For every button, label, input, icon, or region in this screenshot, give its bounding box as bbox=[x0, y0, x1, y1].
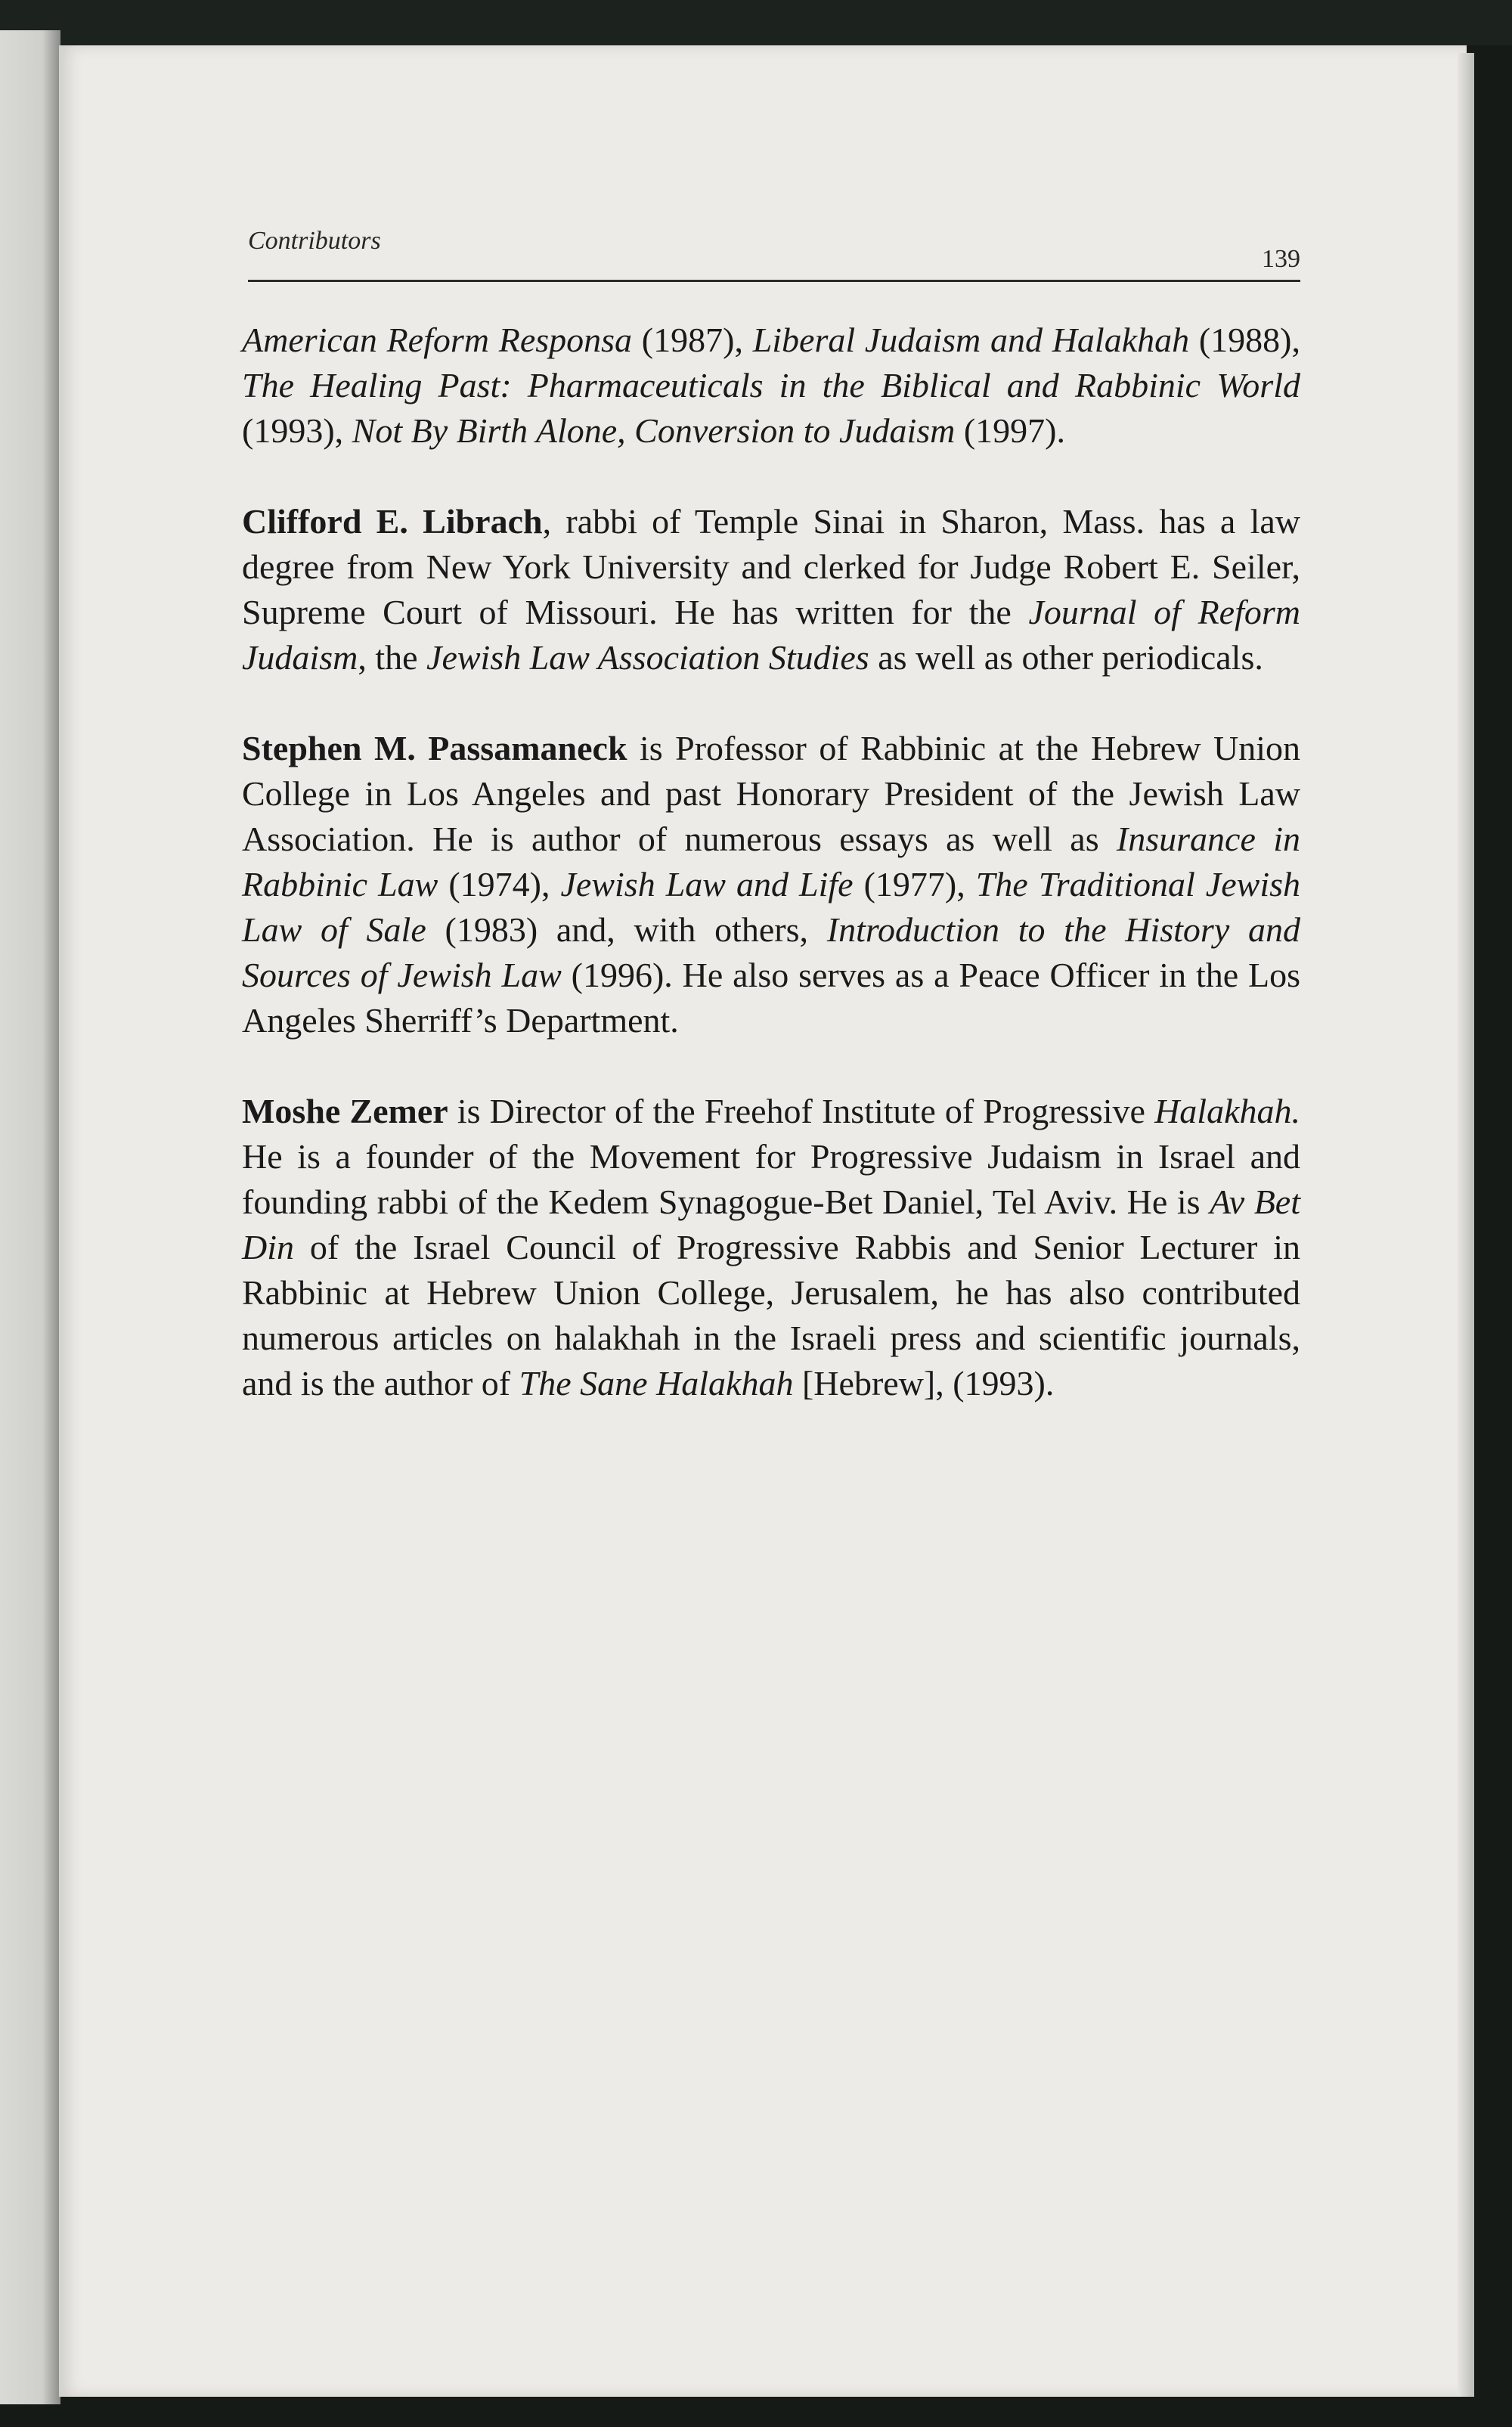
bio-librach bbox=[242, 499, 1300, 680]
contributors-text bbox=[242, 318, 1300, 1452]
contributor-name: Moshe Zemer bbox=[242, 1092, 448, 1130]
book-title: Jewish Law and Life bbox=[560, 865, 854, 904]
book-title: Insurance in Rabbinic Law bbox=[242, 820, 1300, 904]
book-title: The Traditional Jewish Law of Sale bbox=[242, 865, 1300, 949]
book-title: Liberal Judaism and Halakhah bbox=[752, 321, 1190, 359]
bio-passamaneck bbox=[242, 726, 1300, 1043]
italic-term: Halakhah. bbox=[1154, 1092, 1300, 1130]
text-span: He is a founder of the Movement for Progressive Judaism in Israel and founding rabbi of the Kedem Synagogue-Bet Daniel, Tel Aviv. He is bbox=[242, 1137, 1300, 1221]
text-span: (1996). He also serves as a Peace Officer in the Los Angeles Sherriff’s Department. bbox=[242, 956, 1301, 1040]
journal-title: Jewish Law Association Studies bbox=[426, 638, 869, 677]
text-span: (1993), bbox=[242, 411, 352, 450]
book-title: The Sane Halakhah bbox=[519, 1364, 794, 1403]
book-title: Introduction to the History and Sources of Jewish Law bbox=[242, 910, 1300, 994]
text-span: as well as other periodicals. bbox=[869, 638, 1263, 677]
text-span: (1987), bbox=[632, 321, 753, 359]
text-span: (1977), bbox=[853, 865, 976, 904]
text-span: (1988), bbox=[1189, 321, 1301, 359]
text-span: (1974), bbox=[438, 865, 561, 904]
text-span: , the bbox=[358, 638, 427, 677]
bio-continuation bbox=[242, 318, 1300, 454]
text-span: (1983) and, with others, bbox=[426, 910, 827, 949]
scan-backdrop bbox=[0, 0, 1512, 45]
journal-title: Journal of Reform Judaism bbox=[242, 593, 1300, 677]
text-span: , rabbi of Temple Sinai in Sharon, Mass. has a law degree from New York University and clerked for Judge Robert E. Seiler, Supreme Court of Missouri. He has written for the bbox=[242, 502, 1301, 631]
running-header bbox=[248, 227, 1300, 282]
text-span: is Director of the Freehof Institute of Progressive bbox=[448, 1092, 1155, 1130]
italic-term: Av Bet Din bbox=[242, 1183, 1300, 1266]
book-title: American Reform Responsa bbox=[242, 321, 633, 359]
facing-page-edge bbox=[0, 30, 60, 2404]
text-span: (1997). bbox=[955, 411, 1065, 450]
text-span: [Hebrew], (1993). bbox=[793, 1364, 1055, 1403]
book-title: The Healing Past: Pharmaceuticals in the Biblical and Rabbinic World bbox=[242, 366, 1300, 404]
contributor-name: Clifford E. Librach bbox=[242, 502, 543, 541]
contributor-name: Stephen M. Passamaneck bbox=[242, 729, 627, 767]
running-header-title: Contributors bbox=[248, 227, 381, 255]
text-span: of the Israel Council of Progressive Rabbis and Senior Lecturer in Rabbinic at Hebrew Union College, Jerusalem, he has also contributed numerous articles on halakhah in the Israeli press and scientific journals, and is the author of bbox=[242, 1228, 1300, 1403]
text-span: is Professor of Rabbinic at the Hebrew Union College in Los Angeles and past Honorary President of the Jewish Law Association. He is author of numerous essays as well as bbox=[242, 729, 1300, 858]
page-right-edge bbox=[1458, 53, 1474, 2397]
book-title: Not By Birth Alone, Conversion to Judaism bbox=[352, 411, 956, 450]
page-number: 139 bbox=[1262, 245, 1300, 273]
bio-zemer bbox=[242, 1089, 1300, 1406]
